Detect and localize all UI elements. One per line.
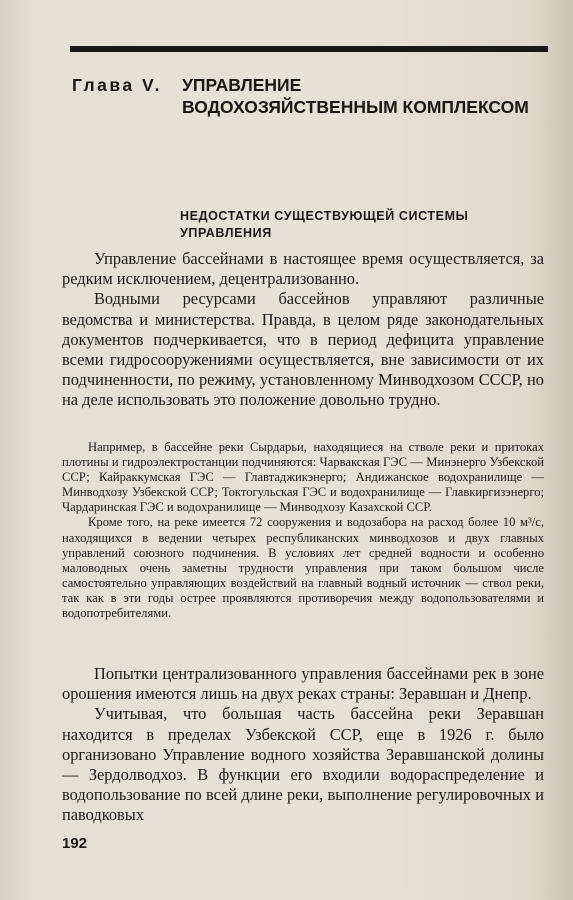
paragraph: Попытки централизованного управления бассейнами рек в зоне орошения имеются лишь на двух реках страны: Зеравшан и Днепр.: [62, 664, 544, 704]
paragraph: Водными ресурсами бассейнов управляют различные ведомства и министерства. Правда, в целом ряде законодательных документов подчеркивается, что в период дефицита управление всеми гидросооружениями осуществляется, вне зависимости от их подчиненности, по режиму, установленному Минводхозом СССР, но на деле использовать это положение довольно трудно.: [62, 289, 544, 410]
paragraph: Учитывая, что большая часть бассейна реки Зеравшан находится в пределах Узбекской ССР, еще в 1926 г. было организовано Управление водного хозяйства Зеравшанской долины — Зердолводхоз. В функции его входили водораспределение и водопользование по всей длине реки, выполнение регулировочных и паводковых: [62, 704, 544, 825]
chapter-title-line2: ВОДОХОЗЯЙСТВЕННЫМ КОМПЛЕКСОМ: [182, 97, 529, 117]
chapter-heading: [72, 74, 542, 118]
chapter-rule: [70, 46, 548, 52]
small-print-block: [62, 440, 544, 621]
section-heading-line1: НЕДОСТАТКИ СУЩЕСТВУЮЩЕЙ СИСТЕМЫ: [180, 209, 469, 223]
page-number: 192: [62, 835, 88, 852]
chapter-label: Глава V.: [72, 75, 162, 95]
chapter-title-line1: УПРАВЛЕНИЕ: [182, 75, 302, 95]
small-paragraph: Например, в бассейне реки Сырдарьи, находящиеся на стволе реки и притоках плотины и гидроэлектростанции подчиняются: Чарвакская ГЭС — Минэнерго Узбекской ССР; Кайраккумская ГЭС — Главтаджикэнерго; Андижанское водохранилище — Минводхозу Узбекской ССР; Токтогульская ГЭС и водохранилище — Главкиргизэнерго; Чардаринская ГЭС и водохранилище — Минводхозу Казахской ССР.: [62, 440, 544, 515]
small-paragraph: Кроме того, на реке имеется 72 сооружения и водозабора на расход более 10 м³/с, находящихся в ведении четырех республиканских минводхозов и двух главных управлений союзного подчинения. В условиях лет средней водности и особенно маловодных очень заметны трудности управления при таком большом числе самостоятельно управляющих воздействий на главный водный источник — ствол реки, так как в эти годы острее проявляются противоречия между водопользователями и водопотребителями.: [62, 515, 544, 621]
section-heading: [180, 208, 520, 242]
paragraph: Управление бассейнами в настоящее время осуществляется, за редким исключением, децентрализованно.: [62, 249, 544, 289]
body-text-top: [62, 249, 544, 411]
section-heading-line2: УПРАВЛЕНИЯ: [180, 226, 272, 240]
body-text-bottom: [62, 664, 544, 826]
